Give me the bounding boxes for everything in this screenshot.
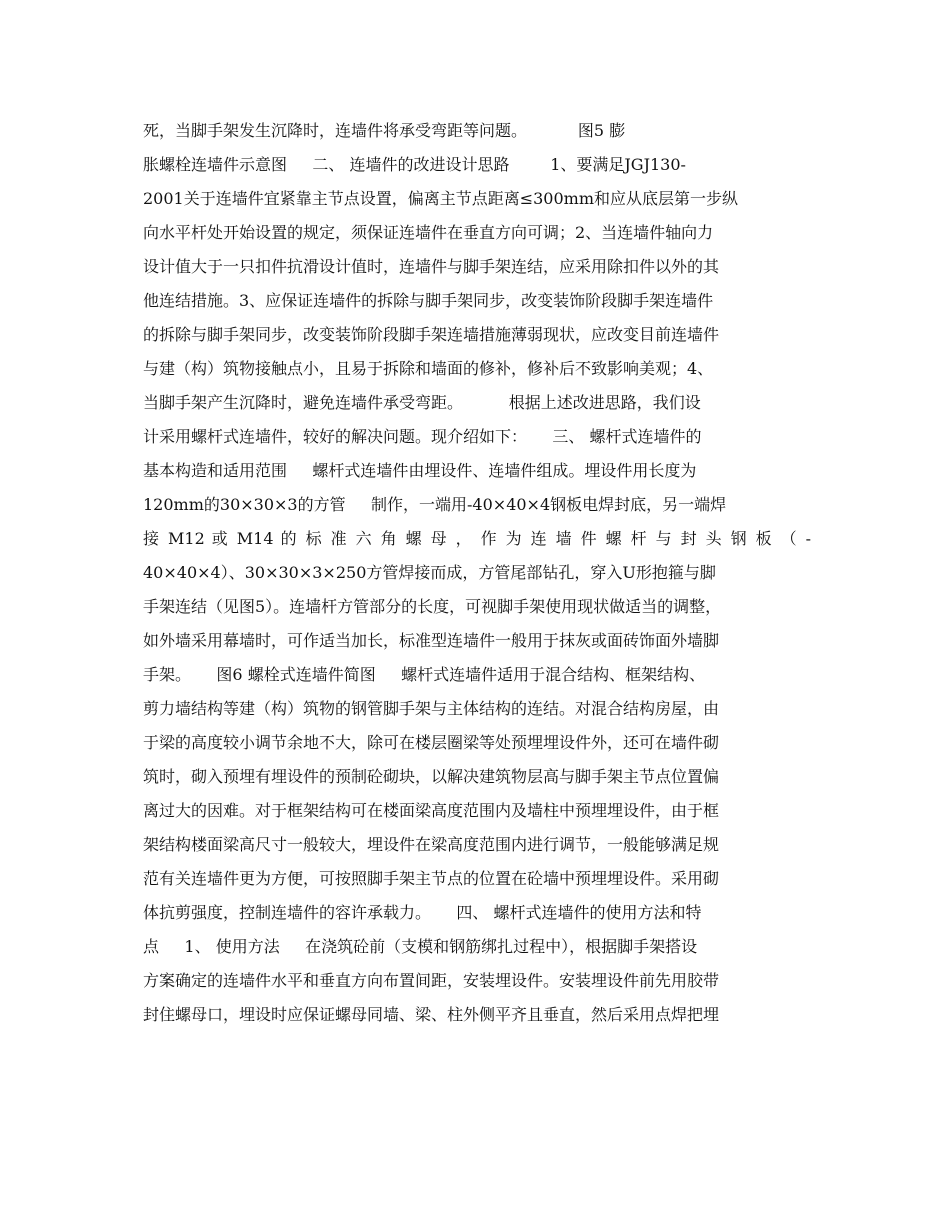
- text-line: 筑时，砌入预埋有埋设件的预制砼砌块，以解决建筑物层高与脚手架主节点位置偏: [143, 767, 720, 786]
- text-line: 手架连结（见图5）。连墙杆方管部分的长度，可视脚手架使用现状做适当的调整，: [143, 597, 722, 616]
- text-line: 手架。 图6 螺栓式连墙件简图 螺杆式连墙件适用于混合结构、框架结构、: [143, 665, 706, 684]
- text-line: 点 1、 使用方法 在浇筑砼前（支模和钢筋绑扎过程中），根据脚手架搭设: [143, 937, 698, 956]
- text-line: 向水平杆处开始设置的规定，须保证连墙件在垂直方向可调；2、当连墙件轴向力: [143, 223, 714, 242]
- text-line: 体抗剪强度，控制连墙件的容许承载力。 四、 螺杆式连墙件的使用方法和特: [143, 903, 702, 922]
- text-line: 40×40×4）、30×30×3×250方管焊接而成，方管尾部钻孔，穿入U形抱箍与脚: [143, 563, 716, 582]
- text-line: 设计值大于一只扣件抗滑设计值时，连墙件与脚手架连结，应采用除扣件以外的其: [143, 257, 720, 276]
- text-line: 剪力墙结构等建（构）筑物的钢管脚手架与主体结构的连结。对混合结构房屋，由: [143, 699, 720, 718]
- text-line: 离过大的因难。对于框架结构可在楼面梁高度范围内及墙柱中预埋埋设件，由于框: [143, 801, 720, 820]
- text-line: 死，当脚手架发生沉降时，连墙件将承受弯距等问题。 图5 膨: [143, 121, 626, 140]
- text-line: 封住螺母口，埋设时应保证螺母同墙、梁、柱外侧平齐且垂直，然后采用点焊把埋: [143, 1005, 720, 1024]
- text-line: 120mm的30×30×3的方管 制作，一端用-40×40×4钢板电焊封底，另一端焊: [143, 495, 727, 514]
- text-line: 架结构楼面梁高尺寸一般较大，埋设件在梁高度范围内进行调节，一般能够满足规: [143, 835, 720, 854]
- text-line: 胀螺栓连墙件示意图 二、 连墙件的改进设计思路 1、要满足JGJ130-: [143, 155, 686, 174]
- text-line: 他连结措施。3、应保证连墙件的拆除与脚手架同步，改变装饰阶段脚手架连墙件: [143, 291, 714, 310]
- text-line: 范有关连墙件更为方便，可按照脚手架主节点的位置在砼墙中预埋埋设件。采用砌: [143, 869, 720, 888]
- text-line: 如外墙采用幕墙时，可作适当加长，标准型连墙件一般用于抹灰或面砖饰面外墙脚: [143, 631, 720, 650]
- text-line: 于梁的高度较小调节余地不大，除可在楼层圈梁等处预埋埋设件外，还可在墙件砌: [143, 733, 720, 752]
- text-line: 方案确定的连墙件水平和垂直方向布置间距，安装埋设件。安装埋设件前先用胶带: [143, 971, 720, 990]
- text-line: 的拆除与脚手架同步，改变装饰阶段脚手架连墙措施薄弱现状，应改变目前连墙件: [143, 325, 720, 344]
- text-line: 2001关于连墙件宜紧靠主节点设置，偏离主节点距离≤300mm和应从底层第一步纵: [143, 189, 739, 208]
- text-line: 与建（构）筑物接触点小，且易于拆除和墙面的修补，修补后不致影响美观；4、: [143, 359, 714, 378]
- text-line: 接 M12 或 M14 的 标 准 六 角 螺 母 ， 作 为 连 墙 件 螺 杆 与 封 头 钢 板 （ -: [143, 529, 811, 548]
- text-line: 基本构造和适用范围 螺杆式连墙件由埋设件、连墙件组成。埋设件用长度为: [143, 461, 697, 480]
- text-line: 计采用螺杆式连墙件，较好的解决问题。现介绍如下： 三、 螺杆式连墙件的: [143, 427, 702, 446]
- text-line: 当脚手架产生沉降时，避免连墙件承受弯距。 根据上述改进思路，我们设: [143, 393, 701, 412]
- body-text: [143, 114, 811, 1032]
